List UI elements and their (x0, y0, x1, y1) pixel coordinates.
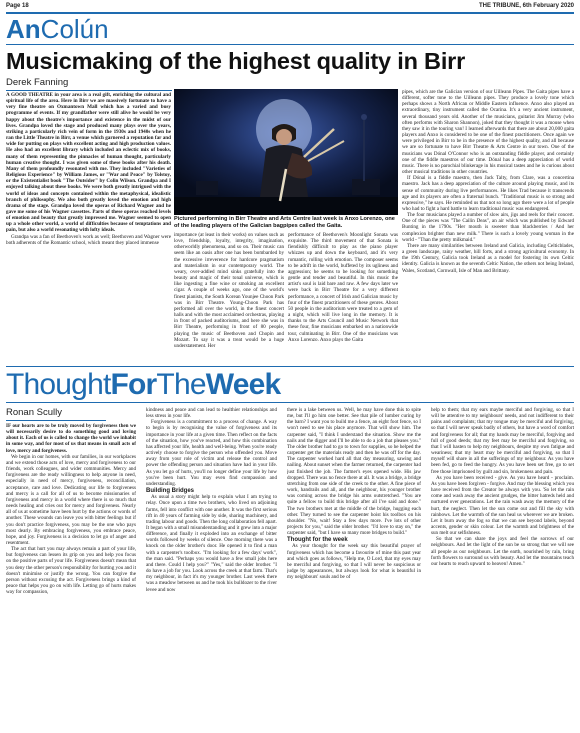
section-rule (6, 44, 574, 45)
section-title-an-colun (6, 16, 109, 42)
article2-col3-para1: there is a lake between us. Well, he may have done this to spite me, but I'll go him one better. See that pile of lumber curing by the barn? I want you to build me a fence, an eight foot fence, so I won't need to see his place anymore. That will show him. The carpenter said, "I think I understand the situation. Show me the nails and the digger and I'll be able to do a job that pleases you." The older brother had to go to town for supplies, so he helped the carpenter get the materials ready and then he was off for the day. The carpenter worked hard all that day measuring, sawing and nailing. About sunset when the farmer returned, the carpenter had just finished the job. The farmer's eyes opened wide. His jaw dropped. There was no fence there at all. It was a bridge, a bridge stretching from one side of the creek to the other. A fine piece of work, handrails and all, and the neighbour, his younger brother was coming across the bridge his arms outstretched. "You are quite a fellow to build this bridge after all I've said and done." The two brothers met at the middle of the bridge, hugging each other. They turned to see the carpenter hoist his toolbox on his shoulder. "No, wait! Stay a few days more. I've lots of other projects for you," said the older brother. "I'd love to stay on," the carpenter said, "but I have so many more bridges to build." (287, 407, 421, 537)
article2-col4-para1: help to them; that my ears maybe merciful and forgiving, so that I will be attentive to my neighbours' needs, and not indifferent to their pains and complaints; that my tongue may be merciful and forgiving, so that I will never speak badly of others, but have a word of comfort and forgiveness for all; that my hands may be merciful, forgiving and full of good deeds; that my feet may be merciful and forgiving, so that I will hasten to help my neighbours, despite my own fatigue and weariness; that my heart may be merciful and forgiving, so that I myself will share in all the sufferings of my neighbour. As you have been fed, go to feed the hungry. As you have been set free, go to set free those imprisoned by guilt and sin, brokenness and pain. (431, 407, 574, 475)
tftw-part2: For (110, 368, 157, 401)
article2-column-1 (6, 423, 136, 729)
article2-col4-para2: As you have been received - give. As you have heard - proclaim. As you have been forgiven - forgive. And may the blessing which you have received from the Creator be always with you. 'So let the rain come and wash away the ancient grudges, the bitter hatreds held and nurtured over generations. Let the rain wash away the memory of the hurt, the neglect. Then let the sun come out and fill the sky with rainbows. Let the warmth of the sun heal us wherever we are broken. Let it burn away the fog so that we can see beyond labels, beyond accents, gender or skin colour. Let the warmth and brightness of the sun melt our selfishness. (431, 474, 574, 537)
article1-col1-para2: Grandpa was a fan of Beethoven's work as well; Beethoven and Wagner were both adherents of the Romantic school, which meant they placed immense (6, 233, 171, 246)
section-title-thought-for-the-week (6, 370, 280, 400)
article2-col4-para3: So that we can share the joys and feel the sorrows of our neighbours. And let the light of the sun be so strong that we will see all people as our neighbours. Let the earth, nourished by rain, bring forth flowers to surround us with beauty. And let the mountains teach our hearts to reach upward to heaven! Amen." (431, 536, 574, 567)
article2-col2-para1: kindness and peace and can lead to healthier relationships and less stress in your life. (146, 407, 277, 420)
article1-col2-text: importance (at least in their works) on values such as love, friendship, loyalty, integrity, imagination, otherworldly phenomena, and so on. Their music can seem like an oasis after one has been bombarded by the excessive irreverence for hardcore pragmatism and materialism in our contemporary world. The weary, over-addled mind sinks gratefully into the beauty and magic of their tonal universe, which is like ingesting a fine wine or smoking an excellent cigar. A couple of weeks ago, one of the world's finest pianists, the South Korean Younjee Choon Park was in Birr Theatre. Young-Choon Park has performed all over the world, in the finest concert halls and with the most acclaimed orchestras, playing in front of packed auditoriums, and here she was in Birr Theatre, performing in front of 80 people, playing the music of Beethoven and Chopin and Mozart. To say it was a treat would be a huge understatement. Her (174, 232, 284, 349)
article1-col4-para3: The four musicians played a number of slow airs, jigs and reels for their concert. One of the pieces was "The Cailin Deas", an air which was published by Edward Bunting in the 1790s. "Her mouth is sweeter than blackberries / And her complexion brighter than new milk." There is such a lovely young woman in the world - "Than the pretty milkmaid." (402, 212, 574, 243)
article2-intro: IF our hearts are to be truly moved by forgiveness then we will necessarily desire to do something good and loving about it. Each of us is called to change the world we inhabit in some way, and for most of us that means in small acts of love, mercy and forgiveness. (6, 423, 136, 454)
article1-column-4 (402, 89, 574, 364)
article2-col2-para3: As usual a story might help to explain what I am trying to relay. Once upon a time two brothers, who lived on adjoining farms, fell into conflict with one another. It was the first serious rift in 40 years of farming side by side, sharing machinery, and trading labour and goods. Then the long collaboration fell apart. It began with a small misunderstanding and it grew into a major difference, and finally it exploded into an exchange of bitter words followed by weeks of silence. One morning there was a knock on the older brother's door. He opened it to find a man with a carpenter's toolbox. "I'm looking for a few days' work", the man said. "Perhaps you would have a few small jobs here and there. Could I help you?" "Yes," said the older brother. "I do have a job for you. Look across the creek at that farm. That's my neighbour, in fact it's my younger brother. Last week there was a meadow between us and he took his bulldozer to the river levee and now (146, 494, 277, 593)
page-header (6, 3, 574, 12)
concert-photo (174, 89, 398, 215)
headline: Musicmaking of the highest quality in Birr (6, 48, 466, 74)
page-number: Page 18 (6, 3, 29, 9)
subheading-building-bridges: Building Bridges (146, 488, 194, 495)
article1-column-2 (174, 232, 284, 364)
gaita-player-illustration (174, 89, 398, 215)
tftw-part1: Thought (6, 368, 111, 401)
article1-column-3 (288, 232, 398, 364)
tftw-part3: The (156, 368, 206, 401)
article2-col1-para1: We begin in our homes, with our families, in our workplaces and we extend those acts of love, mercy and forgiveness to our friends, work colleagues, and wider communities. Mercy and forgiveness are the ready willingness to help anyone in need, especially in need of mercy, forgiveness, reconciliation, acceptance, care and love. Dedicating our life to forgiveness and mercy is a call for all of us to become missionaries of forgiveness and mercy in a world where there is so much that needs healing and cries out for mercy and forgiveness. Nearly all of us at sometime have been hurt by the actions or words of another. These wounds can leave you with bitter feelings but if you don't practice forgiveness, you may be the one who pays most dearly. By embracing forgiveness, you embrace peace, hope, and joy. Forgiveness is a decision to let go of anger and resentment. (6, 453, 136, 546)
article2-column-2 (146, 407, 277, 729)
section-divider-rule (6, 366, 574, 367)
article2-col2-para2: Forgiveness is a commitment to a process of change. A way to begin is by recognising the value of forgiveness and its importance in your life at a given time. Then reflect on the facts of the situation, how you've reacted, and how this combination has affected your life, health and well-being. When you're ready actively choose to forgive the person who offended you. Move away from your role of victim and release the control and power the offending person and situation have had in your life. As you let go of hurts, you'll no longer define your life by how you've been hurt. You may even find compassion and understanding. (146, 419, 277, 487)
article1-col4-para1: pipes, which are the Galician version of our Uilleann Pipes. The Gaita pipes have a different, softer tone to the Uilleann pipes. They produce a lovely tone which perhaps shows a North African or Middle Eastern influence. Anxo also played an extraordinary, tiny instrument called the Ocarina. It's a very ancient instrument, several thousand years old. Another of the musicians, guitarist Jim Murray (who often performs with Sharon Shannon), joked that they thought it was a mouse when they saw it in the touring van! I learned afterwards that there are about 20,000 gaita players and Anxo is considered to be one of the finest practitioners. Once again we were privileged in Birr to be in the presence of the highest quality, and all because we are so fortunate to have Birr Theatre & Arts Centre in our town. One of the musicians was Dónal O'Connor who is an outstanding fiddle player, and certainly one of the fiddle maestros of our time. Dónal has a deep appreciation of world music. There is no parochial blinkerage in his musical tastes and he is curious about other musical traditions in other countries. (402, 89, 574, 176)
article1-intro: A GOOD THEATRE in your area is a real gift, enriching the cultural and spiritual life of the area. Here in Birr we are massively fortunate to have a very fine theatre on Oxmantown Mall which has a varied and busy programme of events. If my grandfather were still alive he would be very happy about the theatre's importance and existence in the midst of our lives. Grandpa loved the stage and produced many plays over the years, striking a particularly rich vein of form in the 1930s and 1940s when he ran the Little Theatre in Birr, a venue which garnered a reputation far and wide for putting on plays with excellent acting and high production values. He also had an excellent library which included an eclectic mix of books, many of them representing the pinnacles of human thought, particularly human creative thought. I was given some of these books after his death. Many of them profoundly resonated with me. They included "Varieties of Religious Experience" by William James, or "War and Peace" by Tolstoy, or the Existentialist book "The Outsider" by Colin Wilson. Grandpa and I enjoyed talking about these books. We were both greatly intrigued with the world of ideas and concepts contained within the metaphysical, idealistic branch of philosophy. We also both greatly loved the emotion and high drama of the stage. Grandpa loved the operas of Richard Wagner and he gave me some of his Wagner cassettes. Parts of these operas reached levels of emotion and beauty that greatly impressed me. Wagner seemed to open up a whole other world, a world of difficulties because of temptations and pain, but also a world resonating with lofty ideals. (6, 92, 171, 234)
section-title-part2: Colún (40, 14, 109, 44)
byline-derek-fanning: Derek Fanning (6, 77, 172, 91)
article1-col4-para4: There are many similarities between Ireland and Galicia, including Celticblades, a green landscape, rainy weather, hill forts, and a strong agricultural economy. In the 19th Century, Galicia took Ireland as a model for fostering its own Celtic identity. Galicia is known as the seventh Celtic Nation, the others not being Ireland, Wales, Scotland, Cornwall, Isle of Man and Brittany. (402, 242, 574, 274)
byline-ronan-scully: Ronan Scully (6, 407, 106, 421)
tftw-part4: Week (205, 368, 281, 401)
article2-column-4 (431, 407, 574, 729)
paper-dateline: THE TRIBUNE, 6th February 2020 (478, 3, 574, 9)
article1-col3-text: performance of Beethoven's Moonlight Sonata was exquisite. The third movement of that Sonata is fiendishly difficult to play as the piano player whizzes up and down the keyboard, and it's very romantic, rolling with emotion. The composer seems to be adrift in the world, buffeted by its ugliness and aggression; he seems to be looking for something gentle and tender and beautiful. In this music the artist's soul is laid bare and raw. A few days later we were back in Birr Theatre for a very different performance, a concert of Irish and Galician music by four of the finest practitioners of these genres. About 50 people in the auditorium were treated to a gem of a night, which will live long in the memory. It is thanks to the Arts Council and Music Network that these four, fine musicians embarked on a nationwide tour, culminating in Birr. One of the musicians was Anxo Lorenzo. Anxo plays the Gaita (288, 232, 398, 343)
article2-column-3 (287, 407, 421, 729)
article1-column-1 (6, 92, 171, 356)
article2-col1-para2: The act that hurt you may always remain a part of your life, but forgiveness can lessen its grip on you and help you focus on the positive parts of your life. Forgiveness doesn't mean that you deny the other person's responsibility for hurting you and it doesn't minimise or justify the wrong. You can forgive the person without excusing the act. Forgiveness brings a kind of peace that helps you go on with life. Letting go of hurts makes way for compassion, (6, 546, 136, 596)
article1-col4-para2: If Dónal is a fiddle maestro, then Jack Talty, from Clare, was a concertina maestro. Jack has a deep appreciation of the culture around playing music, and its sense of community during live performances. He likes Trad because it transcends age and its players are often a fraternal bunch. "Traditional music is so strong and expressive," he says. He reminded us that not so long ago there were a lot of people who had to fight a hard battle to learn traditional music was endangered. (402, 175, 574, 212)
article2-col3-para2: As your thought for the week say this beautiful prayer of forgiveness which has become a favourite of mine this past year and which goes as follows, "Help me, O Lord, that my eyes may be merciful and forgiving, so that I will never be suspicious or judge by appearances, but always look for what is beautiful in my neighbours' souls and be of (287, 543, 421, 581)
subheading-thought-for-the-week: Thought for the week (287, 537, 348, 544)
photo-caption: Pictured performing in Birr Theatre and Arts Centre last week is Anxo Lorenzo, one of the leading players of the Galician bagpipes called the Gaita. (174, 216, 395, 229)
section-title-part1: An (6, 14, 41, 44)
tftw-rule (6, 402, 574, 403)
